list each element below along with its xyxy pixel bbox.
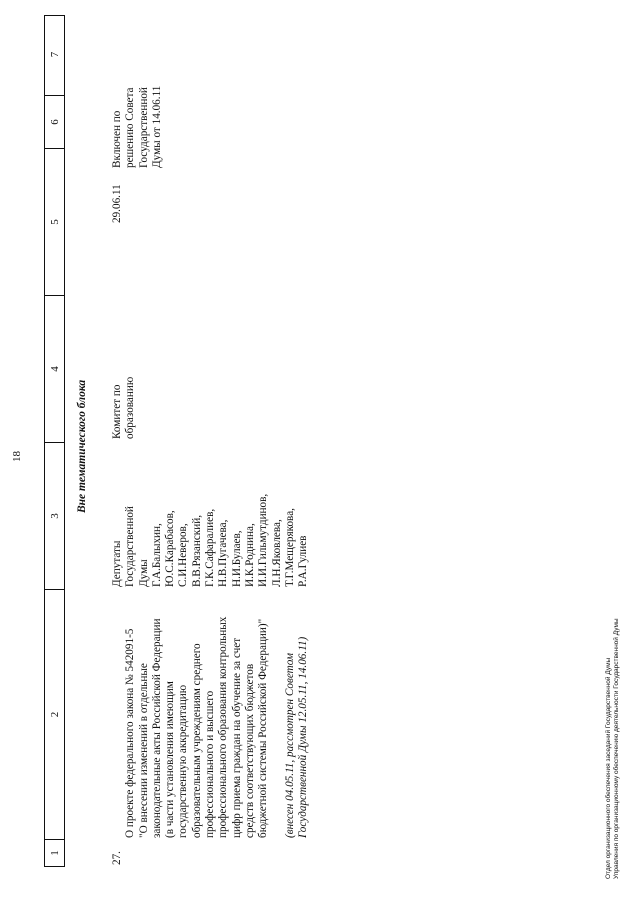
column-header: 3 xyxy=(45,443,64,590)
column-header: 2 xyxy=(45,590,64,840)
bill-authors: Депутаты Государственной Думы Г.А.Балыхин, Ю.С.Карабасов, С.И.Неверов, В.В.Рязанский, Г.К.Сафаралиев, Н.В.Пугачева, Н.И.Булаев, И.К.Роднина, И.И.Гильмутдинов, Л.Н.Яковлева, Т.Г.Мещерякова, Р.А.Гулиев xyxy=(111,493,310,587)
column-header: 7 xyxy=(45,14,64,96)
bill-description xyxy=(111,588,310,838)
review-date: 29.06.11 xyxy=(111,184,123,223)
column-header: 1 xyxy=(48,850,61,856)
note: Включен по решению Совета Государственной Думы от 14.06.11 xyxy=(111,85,163,168)
column-header: 6 xyxy=(45,96,64,149)
bill-history-text: (внесен 04.05.11, рассмотрен Советом Государственной Думы 12.05.11, 14.06.11) xyxy=(283,636,310,838)
column-header: 5 xyxy=(45,149,64,296)
page-number: 18 xyxy=(11,451,23,462)
bill-description-text: О проекте федерального закона № 542091-5 "О внесении изменений в отдельные законодательные акты Российской Федерации (в части установления имеющим государственную аккредитацию образовательным учреждениям среднего профессионального и высшего профессионального образования контрольных цифр приема граждан на обучение за счет средств соответствующих бюджетов бюджетной системы Российской Федерации)" xyxy=(124,616,270,838)
column-header-row xyxy=(44,15,65,867)
row-number: 27. xyxy=(111,851,123,865)
footer: Отдел организационного обеспечения заседаний Государственной Думы Управления по организационному обеспечению деятельности Государственной Думы xyxy=(605,618,620,879)
column-header: 4 xyxy=(45,296,64,443)
block-title: Вне тематического блока xyxy=(76,379,88,513)
responsible-committee: Комитет по образованию xyxy=(111,376,137,439)
